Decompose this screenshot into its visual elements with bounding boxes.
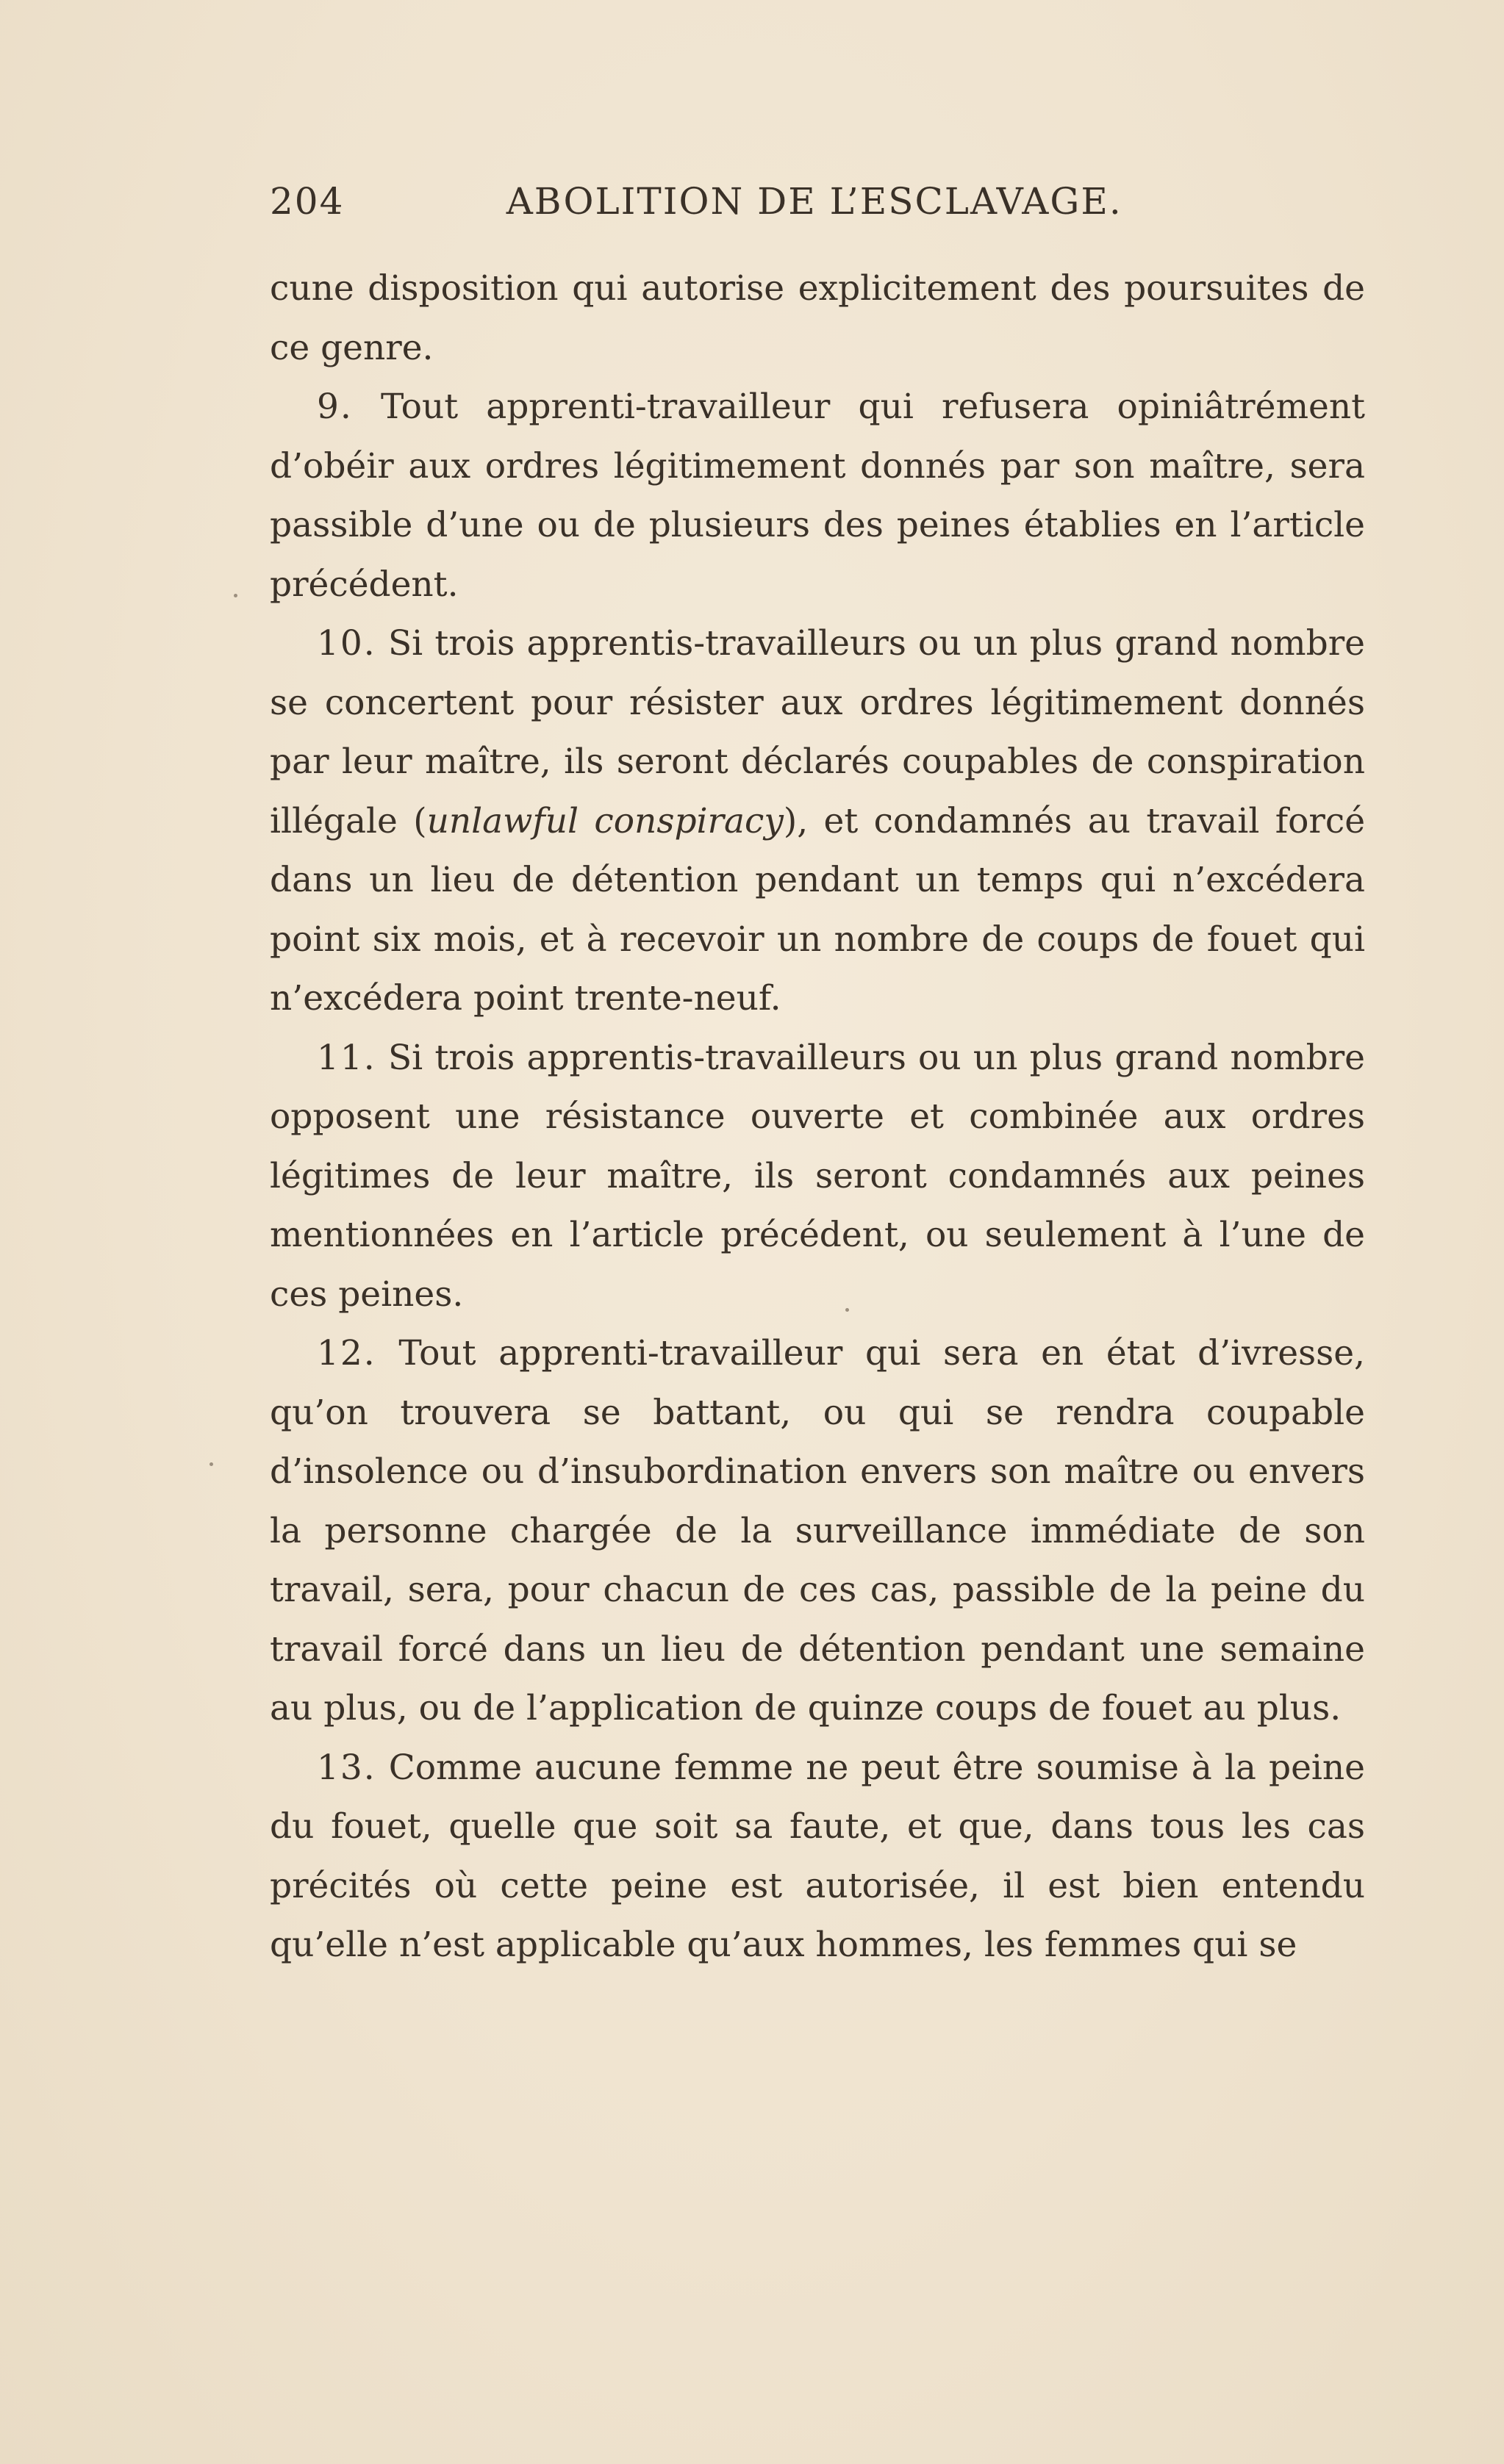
article-text: Comme aucune femme ne peut être soumise à la peine du fouet, quelle que soit sa faute, et que, dans tous les cas précités où cette peine est autorisée, il est bien entendu qu’elle n’est applicable qu’aux hommes, les femmes qui se	[270, 1747, 1365, 1965]
article-number: 11.	[317, 1037, 376, 1078]
article-9	[270, 378, 1365, 614]
paragraph-continuation: cune disposition qui autorise explicitement des poursuites de ce genre.	[270, 268, 1365, 368]
article-number: 9.	[317, 387, 353, 427]
paper-speck	[234, 594, 237, 597]
article-text: Tout apprenti-travailleur qui refusera opiniâtrément d’obéir aux ordres légitimement donnés par son maître, sera passible d’une ou de plusieurs des peines établies en l’article précédent.	[270, 387, 1365, 605]
page-number: 204	[270, 180, 345, 223]
article-12	[270, 1324, 1365, 1739]
running-title: ABOLITION DE L’ESCLAVAGE.	[506, 180, 1122, 223]
article-10	[270, 614, 1365, 1029]
article-13	[270, 1739, 1365, 1975]
article-number: 10.	[317, 623, 376, 664]
italic-term: unlawful conspiracy	[426, 800, 784, 841]
article-text: Si trois apprentis-travailleurs ou un plus grand nombre opposent une résistance ouverte et combinée aux ordres légitimes de leur maître, ils seront condamnés aux peines mentionnées en l’article précédent, ou seulement à l’une de ces peines.	[270, 1037, 1365, 1315]
article-number: 13.	[317, 1747, 376, 1788]
running-header	[270, 180, 1365, 259]
paper-speck	[210, 1462, 213, 1466]
article-text: ), et condamnés au travail forcé dans un lieu de détention pendant un temps qui n’excédera point six mois, et à recevoir un nombre de coups de fouet qui n’excédera point trente-neuf.	[270, 800, 1366, 1019]
article-text: Tout apprenti-travailleur qui sera en état d’ivresse, qu’on trouvera se battant, ou qui se rendra coupable d’insolence ou d’insubordination envers son maître ou envers la personne chargée de la surveillance immédiate de son travail, sera, pour chacun de ces cas, passible de la peine du travail forcé dans un lieu de détention pendant une semaine au plus, ou de l’application de quinze coups de fouet au plus.	[270, 1333, 1365, 1728]
article-11	[270, 1029, 1365, 1325]
article-text: Si trois apprentis-travailleurs ou un plus grand nombre se concertent pour résister aux ordres légitimement donnés par leur maître, ils seront déclarés coupables de conspiration illégale (	[270, 623, 1365, 841]
body-text	[270, 259, 1365, 1975]
article-number: 12.	[317, 1333, 376, 1373]
text-block	[270, 180, 1365, 1975]
